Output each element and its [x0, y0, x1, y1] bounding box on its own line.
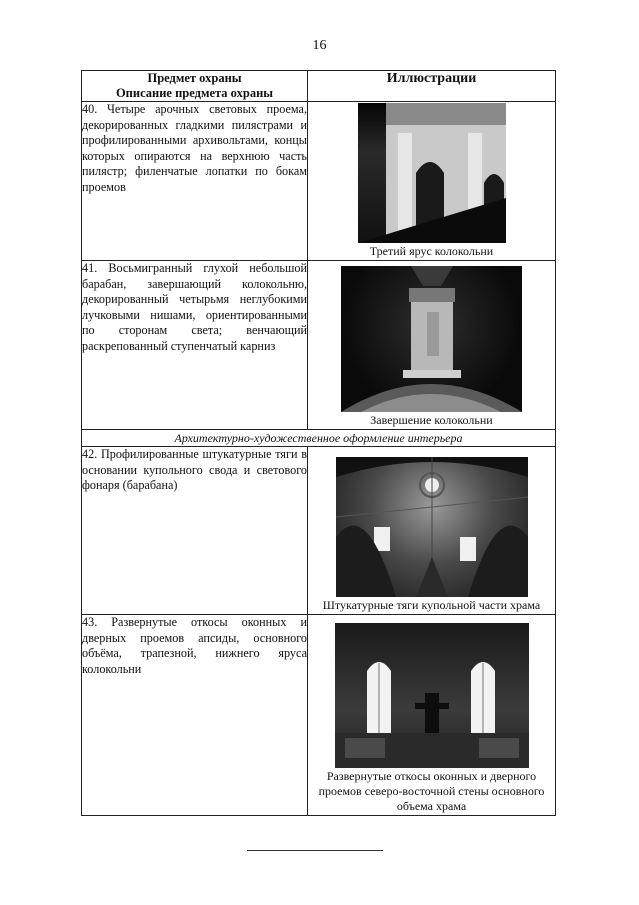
row-40-description: 40. Четыре арочных световых проема, декорированных гладкими пилястрами и профилированными архивольтами, концы которых опираются на верхнюю часть пилястр; филенчатые лопатки по бокам проемов	[82, 102, 308, 261]
table-row	[82, 447, 556, 615]
section-row	[82, 430, 556, 447]
bell-tower-top-photo	[341, 266, 522, 412]
row-41-illustration	[308, 261, 556, 430]
table-row	[82, 102, 556, 261]
table-row	[82, 615, 556, 816]
row-40-illustration	[308, 102, 556, 261]
row-43-caption: Развернутые откосы оконных и дверного проемов северо-восточной стены основного объема храма	[318, 769, 545, 813]
row-40-caption: Третий ярус колокольни	[369, 244, 494, 258]
row-42-caption: Штукатурные тяги купольной части храма	[322, 598, 541, 612]
section-title: Архитектурно-художественное оформление интерьера	[82, 430, 556, 447]
header-subject-line2: Описание предмета охраны	[115, 86, 274, 100]
header-subject	[82, 71, 308, 102]
header-illustrations: Иллюстрации	[308, 71, 556, 102]
row-41-caption: Завершение колокольни	[370, 413, 493, 427]
header-subject-line1: Предмет охраны	[147, 71, 242, 85]
church-interior-windows-photo	[335, 623, 529, 768]
table-header-row	[82, 71, 556, 102]
table-row	[82, 261, 556, 430]
protection-table	[81, 70, 556, 816]
row-43-illustration	[308, 615, 556, 816]
bell-tower-third-tier-photo	[358, 103, 506, 243]
footer-divider	[247, 850, 383, 851]
row-42-illustration	[308, 447, 556, 615]
dome-interior-photo	[336, 457, 528, 597]
row-42-description: 42. Профилированные штукатурные тяги в основании купольного свода и светового фонаря (барабана)	[82, 447, 308, 615]
row-43-description: 43. Развернутые откосы оконных и дверных проемов апсиды, основного объёма, трапезной, нижнего яруса колокольни	[82, 615, 308, 816]
row-41-description: 41. Восьмигранный глухой небольшой барабан, завершающий колокольню, декорированный четырьмя неглубокими лучковыми нишами, ориентированными по сторонам света; венчающий раскрепованный ступенчатый карниз	[82, 261, 308, 430]
page-number: 16	[312, 38, 327, 53]
